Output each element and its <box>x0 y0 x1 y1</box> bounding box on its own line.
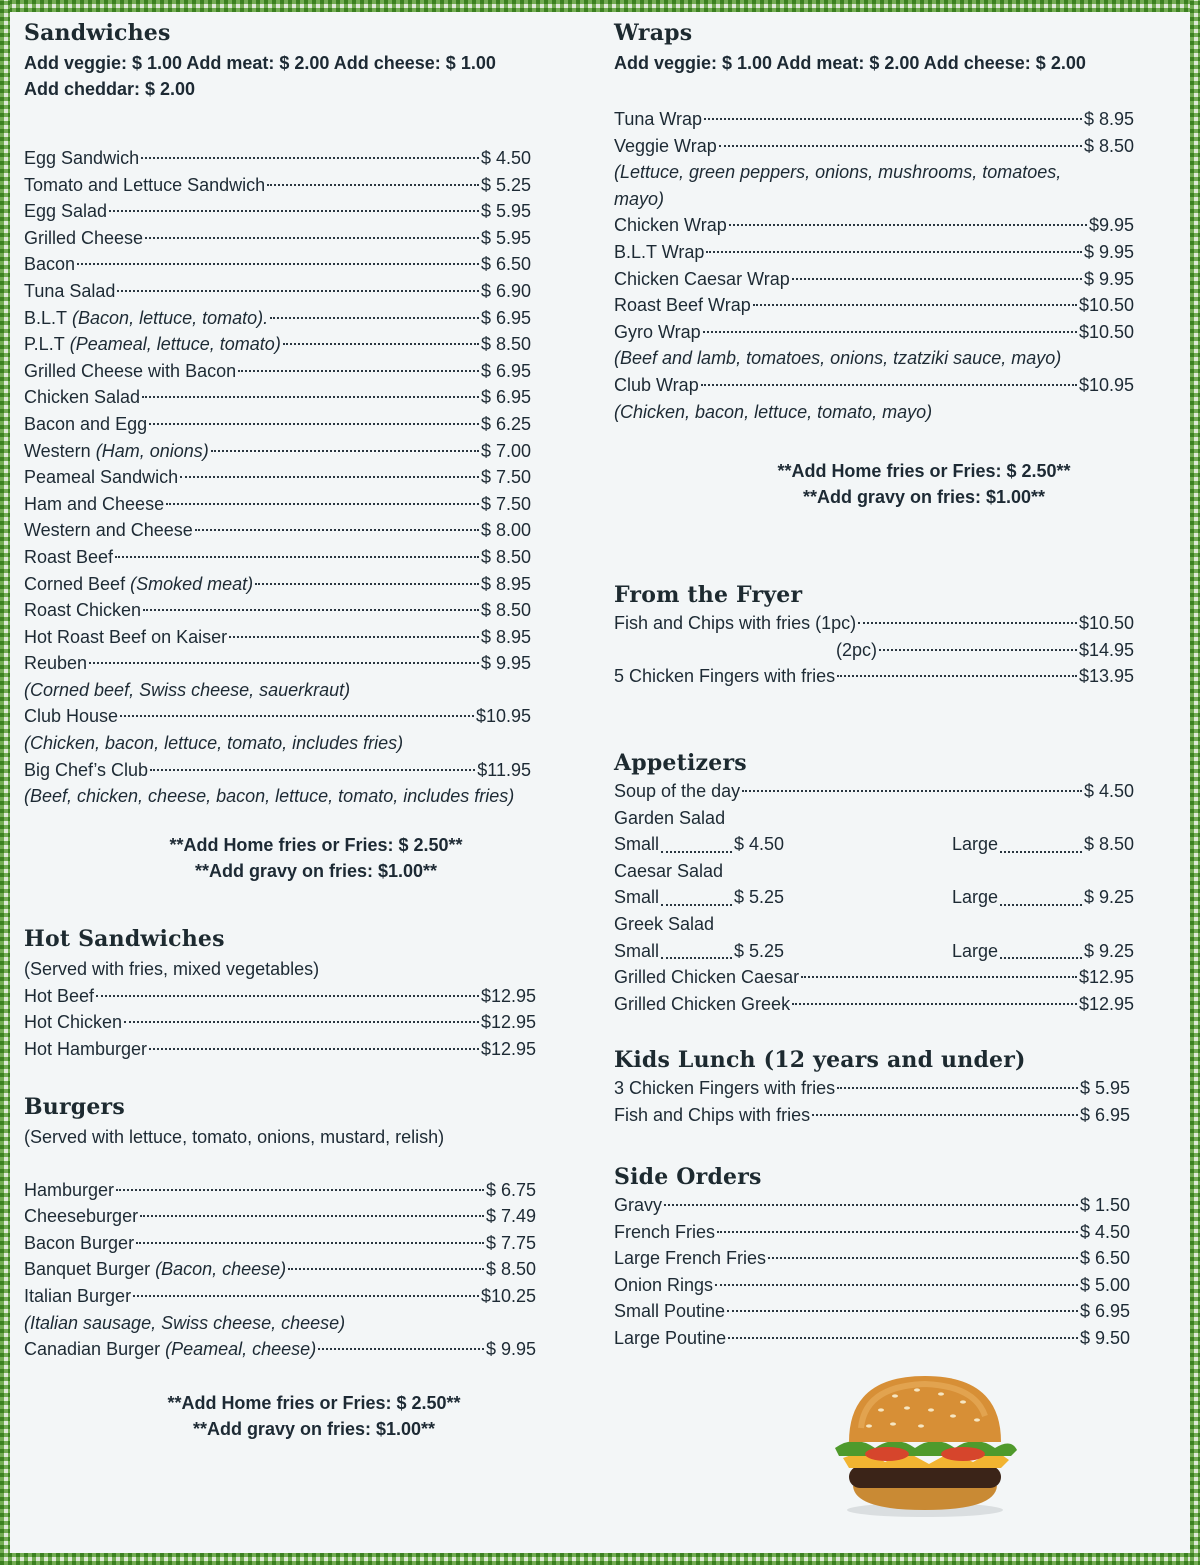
item-name: (2pc) <box>836 639 878 660</box>
item-name: B.L.T <box>24 307 68 328</box>
item-name: Fish and Chips with fries <box>614 1104 811 1125</box>
menu-item <box>24 757 531 784</box>
menu-item <box>614 1192 1130 1219</box>
menu-item <box>24 464 531 491</box>
item-name: Tuna Salad <box>24 280 116 301</box>
menu-item <box>614 319 1134 346</box>
item-name: French Fries <box>614 1221 716 1242</box>
item-name: Corned Beef <box>24 573 126 594</box>
item-name: Egg Salad <box>24 201 108 222</box>
item-name: Bacon <box>24 254 76 275</box>
item-note: (Beef and lamb, tomatoes, onions, tzatziki sauce, mayo) <box>614 348 1062 369</box>
item-price: $ 6.95 <box>480 387 531 408</box>
item-price: $ 8.50 <box>480 600 531 621</box>
item-price: $ 6.95 <box>480 360 531 381</box>
item-note: (Chicken, bacon, lettuce, tomato, includes fries) <box>24 733 404 754</box>
menu-item <box>24 1256 536 1283</box>
menu-item <box>24 517 531 544</box>
sides-section <box>614 1164 1134 1352</box>
item-price: $ 8.50 <box>480 334 531 355</box>
item-name: Peameal Sandwich <box>24 467 179 488</box>
item-name: Cheeseburger <box>24 1206 139 1227</box>
item-price: $ 7.75 <box>485 1232 536 1253</box>
section-title: From the Fryer <box>614 582 803 608</box>
item-name: Hot Roast Beef on Kaiser <box>24 626 228 647</box>
item-price: $ 8.95 <box>480 626 531 647</box>
hot-sandwiches-section <box>24 926 536 1062</box>
size-price: $ 4.50 <box>733 834 784 855</box>
section-title: Wraps <box>614 20 693 46</box>
item-price: $ 7.00 <box>480 440 531 461</box>
item-name: Canadian Burger <box>24 1339 161 1360</box>
item-name: Gyro Wrap <box>614 321 701 342</box>
item-name: Reuben <box>24 653 88 674</box>
item-name: Hot Chicken <box>24 1012 123 1033</box>
menu-item <box>614 1325 1130 1352</box>
section-note: (Served with lettuce, tomato, onions, mustard, relish) <box>24 1127 445 1147</box>
item-name: Club House <box>24 706 119 727</box>
item-price: $ 6.25 <box>480 413 531 434</box>
menu-item <box>24 1230 536 1257</box>
item-desc: (Ham, onions) <box>95 440 209 461</box>
item-name: Small Poutine <box>614 1301 726 1322</box>
extra-line: **Add Home fries or Fries: $ 2.50** <box>169 835 463 855</box>
item-name: Gravy <box>614 1195 663 1215</box>
menu-item <box>614 266 1134 293</box>
item-name: Western and Cheese <box>24 520 193 541</box>
addon-line: Add veggie: $ 1.00 Add meat: $ 2.00 Add cheese: $ 1.00 <box>24 53 496 73</box>
item-name: 5 Chicken Fingers with fries <box>614 666 836 687</box>
salad-size-row <box>614 938 1134 965</box>
item-name: Large Poutine <box>614 1327 727 1348</box>
item-name: Bacon Burger <box>24 1232 135 1253</box>
checkered-border-right <box>1190 0 1200 1565</box>
size-price: $ 9.25 <box>1083 887 1134 908</box>
item-price: $ 5.95 <box>1079 1078 1130 1098</box>
item-price: $ 8.50 <box>485 1259 536 1280</box>
item-price: $12.95 <box>1078 967 1134 988</box>
menu-item <box>24 172 531 199</box>
checkered-border-top <box>0 0 1200 12</box>
menu-item <box>24 411 531 438</box>
burgers-section <box>24 1094 536 1363</box>
sandwiches-section <box>24 20 544 102</box>
item-name: Ham and Cheese <box>24 493 165 514</box>
item-price: $ 7.50 <box>480 467 531 488</box>
size-label: Large <box>952 940 999 961</box>
salad-size-row <box>614 884 1134 911</box>
menu-item <box>24 1036 536 1063</box>
menu-item <box>24 331 531 358</box>
item-price: $11.95 <box>477 759 531 780</box>
item-price: $ 6.75 <box>485 1179 536 1200</box>
item-price: $ 9.50 <box>1079 1327 1130 1348</box>
fryer-section <box>614 582 1134 690</box>
menu-item <box>24 251 531 278</box>
item-name: Roast Chicken <box>24 600 142 621</box>
sandwiches-list <box>24 145 531 810</box>
item-price: $10.50 <box>1078 295 1134 316</box>
menu-item <box>24 384 531 411</box>
item-price: $12.95 <box>480 985 536 1006</box>
menu-item <box>614 1245 1130 1272</box>
item-price: $10.50 <box>1078 613 1134 633</box>
extra-line: **Add Home fries or Fries: $ 2.50** <box>777 461 1071 481</box>
menu-item <box>24 358 531 385</box>
item-desc: (Smoked meat) <box>130 573 254 594</box>
item-price: $10.25 <box>480 1285 536 1306</box>
menu-item <box>614 964 1134 991</box>
menu-item <box>614 1075 1130 1102</box>
item-price: $ 6.50 <box>480 254 531 275</box>
item-price: $12.95 <box>1078 993 1134 1014</box>
menu-item <box>24 1203 536 1230</box>
item-name: Tuna Wrap <box>614 109 703 129</box>
item-name: Italian Burger <box>24 1285 132 1306</box>
menu-item <box>614 1298 1130 1325</box>
item-price: $10.95 <box>475 706 531 727</box>
checkered-border-left <box>0 0 10 1565</box>
menu-item <box>614 212 1134 239</box>
menu-item <box>614 663 1134 690</box>
menu-item <box>24 650 531 677</box>
item-price: $ 7.49 <box>485 1206 536 1227</box>
item-name: Grilled Cheese <box>24 227 144 248</box>
menu-item <box>614 106 1134 133</box>
menu-item <box>614 133 1134 160</box>
menu-item <box>24 305 531 332</box>
item-name: Onion Rings <box>614 1274 714 1295</box>
item-price: $12.95 <box>480 1038 536 1059</box>
item-name: Hamburger <box>24 1179 115 1200</box>
item-name: 3 Chicken Fingers with fries <box>614 1078 836 1098</box>
item-name: Hot Hamburger <box>24 1038 148 1059</box>
item-price: $ 4.50 <box>480 148 531 168</box>
item-price: $ 6.50 <box>1079 1248 1130 1269</box>
burgers-extras <box>24 1390 604 1442</box>
menu-item <box>614 1219 1130 1246</box>
extra-line: **Add Home fries or Fries: $ 2.50** <box>167 1393 461 1413</box>
item-name: Grilled Chicken Greek <box>614 993 791 1014</box>
item-price: $ 5.95 <box>480 201 531 222</box>
wraps-section <box>614 20 1174 76</box>
salad-name: Caesar Salad <box>614 860 724 881</box>
item-price: $ 6.95 <box>480 307 531 328</box>
salad-name: Greek Salad <box>614 913 715 934</box>
appetizers-section <box>614 750 1134 1017</box>
menu-item <box>614 637 1134 664</box>
menu-item <box>24 278 531 305</box>
menu-item <box>24 983 536 1010</box>
extra-line: **Add gravy on fries: $1.00** <box>192 1419 436 1439</box>
item-price: $ 5.95 <box>480 227 531 248</box>
item-price: $ 5.00 <box>1079 1274 1130 1295</box>
section-note: (Served with fries, mixed vegetables) <box>24 959 320 979</box>
item-price: $ 8.00 <box>480 520 531 541</box>
item-price: $ 4.50 <box>1079 1221 1130 1242</box>
size-price: $ 5.25 <box>733 940 784 961</box>
item-desc: (Peameal, lettuce, tomato) <box>69 334 281 355</box>
item-name: Fish and Chips with fries (1pc) <box>614 613 857 633</box>
section-title: Kids Lunch (12 years and under) <box>614 1047 1026 1073</box>
item-name: Grilled Cheese with Bacon <box>24 360 237 381</box>
menu-item <box>24 1009 536 1036</box>
item-price: $ 6.95 <box>1079 1301 1130 1322</box>
item-price: $ 8.95 <box>480 573 531 594</box>
menu-item <box>24 225 531 252</box>
item-name: Bacon and Egg <box>24 413 148 434</box>
item-price: $10.95 <box>1078 374 1134 395</box>
salad-name: Garden Salad <box>614 807 726 828</box>
wraps-extras <box>614 458 1200 510</box>
menu-item <box>24 544 531 571</box>
item-name: Big Chef’s Club <box>24 759 149 780</box>
addon-line: Add veggie: $ 1.00 Add meat: $ 2.00 Add cheese: $ 2.00 <box>614 53 1086 73</box>
menu-item <box>24 1177 536 1204</box>
menu-item <box>614 991 1134 1018</box>
item-name: Veggie Wrap <box>614 135 717 156</box>
section-title: Burgers <box>24 1094 125 1120</box>
item-price: $ 4.50 <box>1083 781 1134 801</box>
item-name: Egg Sandwich <box>24 148 140 168</box>
addon-line: Add cheddar: $ 2.00 <box>24 79 196 99</box>
item-price: $ 8.50 <box>1083 135 1134 156</box>
item-price: $13.95 <box>1078 666 1134 687</box>
menu-item <box>24 597 531 624</box>
item-name: Chicken Wrap <box>614 215 727 236</box>
item-note: (Chicken, bacon, lettuce, tomato, mayo) <box>614 401 933 422</box>
item-price: $ 9.95 <box>1083 241 1134 262</box>
menu-item <box>24 491 531 518</box>
size-label: Small <box>614 834 660 855</box>
item-price: $14.95 <box>1078 639 1134 660</box>
extra-line: **Add gravy on fries: $1.00** <box>194 861 438 881</box>
item-name: Grilled Chicken Caesar <box>614 967 800 988</box>
item-price: $ 9.95 <box>480 653 531 674</box>
kids-section <box>614 1047 1154 1128</box>
item-name: Roast Beef Wrap <box>614 295 751 316</box>
item-name: B.L.T Wrap <box>614 241 705 262</box>
item-name: Hot Beef <box>24 985 95 1006</box>
size-label: Large <box>952 834 999 855</box>
menu-item <box>24 198 531 225</box>
item-price: $ 6.90 <box>480 280 531 301</box>
checkered-border-bottom <box>0 1553 1200 1565</box>
menu-item <box>24 571 531 598</box>
item-price: $10.50 <box>1078 321 1134 342</box>
hamburger-illustration-icon <box>825 1368 1025 1518</box>
item-name: Roast Beef <box>24 546 114 567</box>
item-name: Chicken Salad <box>24 387 141 408</box>
extra-line: **Add gravy on fries: $1.00** <box>802 487 1046 507</box>
item-price: $ 8.50 <box>480 546 531 567</box>
menu-item <box>614 778 1134 805</box>
item-name: Tomato and Lettuce Sandwich <box>24 174 266 195</box>
item-name: Western <box>24 440 91 461</box>
item-name: Banquet Burger <box>24 1259 151 1280</box>
wraps-list <box>614 106 1134 425</box>
size-label: Large <box>952 887 999 908</box>
item-name: P.L.T <box>24 334 65 355</box>
menu-item <box>24 1336 536 1363</box>
item-price: $ 1.50 <box>1079 1195 1130 1215</box>
menu-item <box>24 624 531 651</box>
item-note: (Lettuce, green peppers, onions, mushrooms, tomatoes, <box>614 162 1062 183</box>
item-price: $ 6.95 <box>1079 1104 1130 1125</box>
item-price: $ 8.95 <box>1083 109 1134 129</box>
size-price: $ 9.25 <box>1083 940 1134 961</box>
size-label: Small <box>614 940 660 961</box>
section-title: Sandwiches <box>24 20 171 46</box>
menu-item <box>614 372 1134 399</box>
menu-item <box>24 703 531 730</box>
item-note: (Italian sausage, Swiss cheese, cheese) <box>24 1312 346 1333</box>
item-desc: (Bacon, lettuce, tomato). <box>72 307 269 328</box>
item-desc: (Bacon, cheese) <box>155 1259 287 1280</box>
menu-item <box>24 1283 536 1310</box>
item-price: $ 9.95 <box>485 1339 536 1360</box>
size-price: $ 8.50 <box>1083 834 1134 855</box>
section-title: Side Orders <box>614 1164 762 1190</box>
item-name: Large French Fries <box>614 1248 767 1269</box>
item-desc: (Peameal, cheese) <box>165 1339 317 1360</box>
item-name: Soup of the day <box>614 781 741 801</box>
section-title: Appetizers <box>614 750 747 776</box>
menu-item <box>24 145 531 172</box>
item-name: Chicken Caesar Wrap <box>614 268 790 289</box>
menu-item <box>614 610 1134 637</box>
item-price: $ 5.25 <box>480 174 531 195</box>
item-note: (Corned beef, Swiss cheese, sauerkraut) <box>24 679 351 700</box>
menu-item <box>614 1102 1130 1129</box>
item-price: $ 9.95 <box>1083 268 1134 289</box>
section-title: Hot Sandwiches <box>24 926 225 952</box>
size-label: Small <box>614 887 660 908</box>
menu-item <box>614 1272 1130 1299</box>
size-price: $ 5.25 <box>733 887 784 908</box>
menu-item <box>614 292 1134 319</box>
item-name: Club Wrap <box>614 374 699 395</box>
item-price: $12.95 <box>480 1012 536 1033</box>
item-note: (Beef, chicken, cheese, bacon, lettuce, tomato, includes fries) <box>24 786 515 807</box>
salad-size-row <box>614 831 1134 858</box>
item-price: $9.95 <box>1088 215 1134 236</box>
menu-item <box>614 239 1134 266</box>
menu-item <box>24 438 531 465</box>
item-price: $ 7.50 <box>480 493 531 514</box>
sandwiches-extras <box>24 832 608 884</box>
item-note: mayo) <box>614 188 665 209</box>
